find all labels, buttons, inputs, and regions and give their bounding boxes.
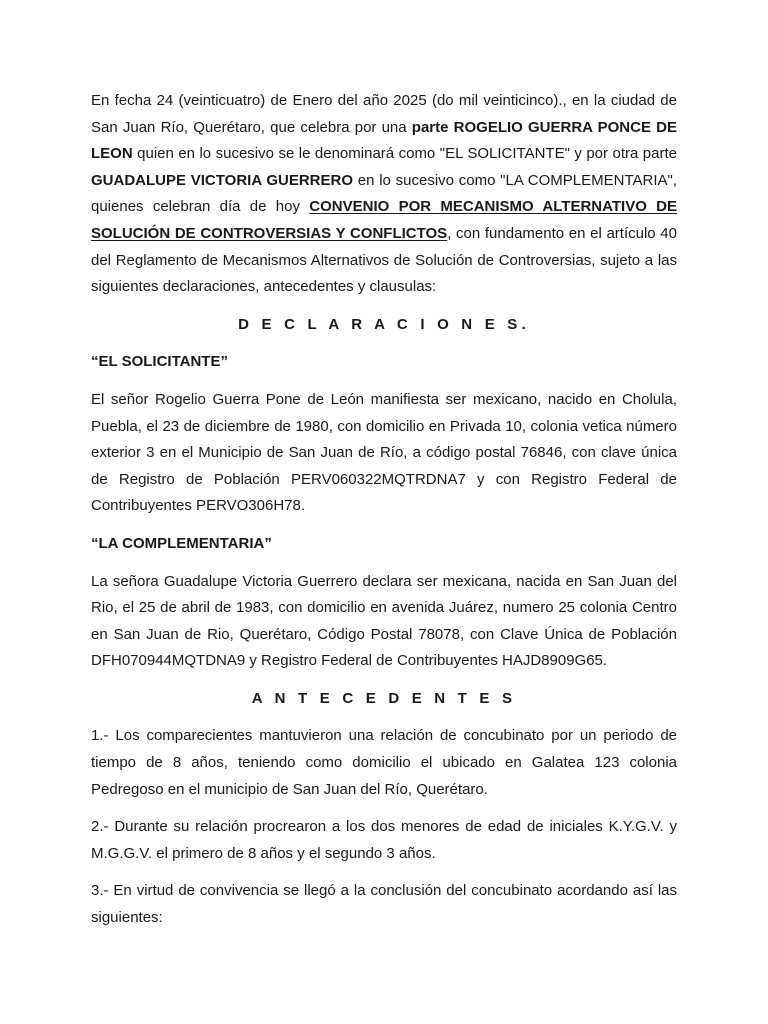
solicitante-label: “EL SOLICITANTE” [91, 353, 228, 371]
intro-text-3: en lo sucesivo como "LA COMPLEMENTARIA", quienes celebran día de hoy [91, 171, 678, 216]
convenio-title: CONVENIO POR MECANISMO ALTERNATIVO DE SOLUCIÓN DE CONTROVERSIAS Y CONFLICTOS [91, 198, 677, 242]
antecedentes-heading: A N T E C E D E N T E S [251, 689, 517, 707]
complementaria-label: “LA COMPLEMENTARIA” [91, 534, 272, 552]
antecedente-item-2: 2.- Durante su relación procrearon a los dos menores de edad de iniciales K.Y.G.V. y M.G.G.V. el primero de 8 años y el segundo 3 años. [91, 818, 677, 862]
solicitante-name: parte ROGELIO GUERRA PONCE DE LEON [91, 118, 677, 163]
complementaria-paragraph: La señora Guadalupe Victoria Guerrero declara ser mexicana, nacida en San Juan del Rio, el 25 de abril de 1983, con domicilio en avenida Juárez, numero 25 colonia Centro en San Juan de Rio, Querétaro, Código Postal 78078, con Clave Única de Población DFH070944MQTDNA9 y Registro Federal de Contribuyentes HAJD8909G65. [91, 572, 677, 670]
antecedente-item-3: 3.- En virtud de convivencia se llegó a la conclusión del concubinato acordando así las siguientes: [91, 882, 677, 927]
complementaria-name: GUADALUPE VICTORIA GUERRERO [91, 171, 354, 189]
solicitante-paragraph: El señor Rogelio Guerra Pone de León manifiesta ser mexicano, nacido en Cholula, Puebla, el 23 de diciembre de 1980, con domicilio en Privada 10, colonia vetica número exterior 3 en el Municipio de San Juan de Río, a código postal 76846, con clave única de Registro de Población PERV060322MQTRDNA7 y con Registro Federal de Contribuyentes PERVO306H78. [91, 390, 677, 515]
intro-text-1: En fecha 24 (veinticuatro) de Enero del año 2025 (do mil veinticinco)., en la ciudad de San Juan Río, Querétaro, que celebra por una [91, 92, 677, 136]
antecedente-item-1: 1.- Los comparecientes mantuvieron una relación de concubinato por un periodo de tiempo de 8 años, teniendo como domicilio el ubicado en Galatea 123 colonia Pedregoso en el municipio de San Juan del Río, Querétaro. [91, 727, 677, 798]
intro-text-4: , con fundamento en el artículo 40 del Reglamento de Mecanismos Alternativos de Solución de Controversias, sujeto a las siguientes declaraciones, antecedentes y clausulas: [91, 224, 677, 296]
intro-text-2: quien en lo sucesivo se le denominará como "EL SOLICITANTE" y por otra parte [132, 145, 677, 163]
document-page [91, 88, 677, 943]
declaraciones-heading: D E C L A R A C I O N E S. [238, 315, 530, 333]
intro-paragraph [91, 88, 677, 301]
